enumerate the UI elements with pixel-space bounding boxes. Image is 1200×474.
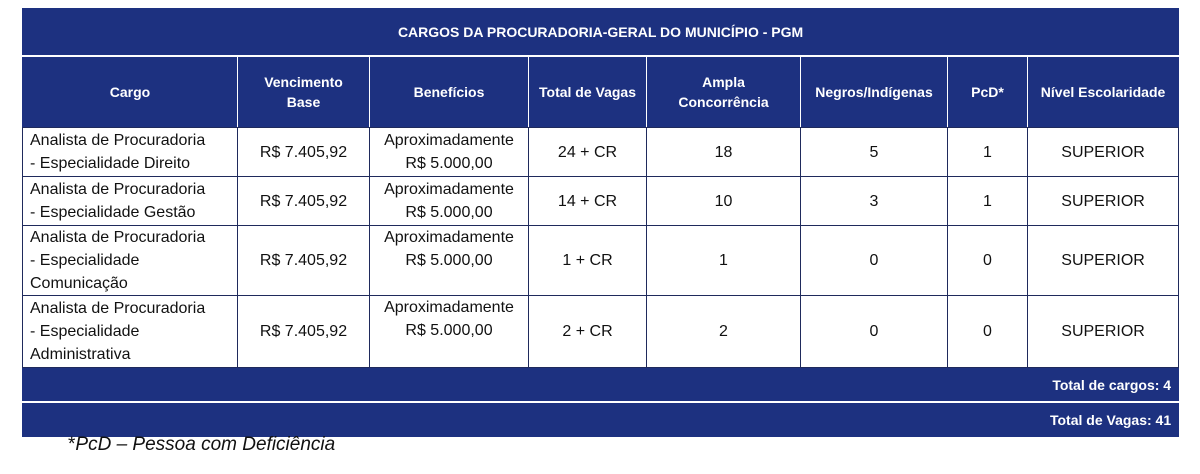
table-row [23,296,1179,368]
cell-pcd: 0 [948,296,1028,368]
beneficios-line: R$ 5.000,00 [405,204,493,221]
cell-beneficios [370,177,529,226]
cargo-line: Comunicação [30,275,128,292]
cargo-line: - Especialidade [30,252,140,269]
cargos-table [22,8,1179,437]
cell-pcd: 0 [948,226,1028,296]
cell-vencimento: R$ 7.405,92 [238,128,370,177]
cell-negros: 3 [801,177,948,226]
header-cargo: Cargo [23,56,238,128]
cell-total-vagas: 14 + CR [529,177,647,226]
cell-beneficios [370,296,529,368]
header-vencimento-base [238,56,370,128]
beneficios-line: Aproximadamente [384,181,514,198]
total-vagas: Total de Vagas: 41 [23,402,1179,437]
cell-cargo [23,177,238,226]
footnote-asterisk: * [68,434,76,455]
header-pcd: PcD* [948,56,1028,128]
beneficios-line: R$ 5.000,00 [405,322,493,339]
cell-pcd: 1 [948,177,1028,226]
beneficios-line: R$ 5.000,00 [405,155,493,172]
header-total-vagas: Total de Vagas [529,56,647,128]
cell-beneficios [370,128,529,177]
cell-negros: 5 [801,128,948,177]
footnote-text: PcD – Pessoa com Deficiência [75,434,336,455]
cell-nivel: SUPERIOR [1028,226,1179,296]
header-vencimento-line1: Vencimento [264,74,343,90]
total-vagas-row [23,402,1179,437]
table-wrapper [22,8,1178,437]
cell-nivel: SUPERIOR [1028,177,1179,226]
table-title-row [23,9,1179,57]
beneficios-line: R$ 5.000,00 [405,252,493,269]
total-cargos: Total de cargos: 4 [23,368,1179,403]
header-ampla-line1: Ampla [702,74,745,90]
beneficios-line: Aproximadamente [384,299,514,316]
cell-vencimento: R$ 7.405,92 [238,177,370,226]
cell-pcd: 1 [948,128,1028,177]
cell-cargo [23,296,238,368]
footnote [68,434,335,456]
table-row [23,177,1179,226]
cell-negros: 0 [801,296,948,368]
cell-beneficios [370,226,529,296]
cell-ampla: 18 [647,128,801,177]
header-ampla-line2: Concorrência [678,94,769,110]
header-ampla-concorrencia [647,56,801,128]
cargo-line: - Especialidade Direito [30,155,191,172]
cell-negros: 0 [801,226,948,296]
cell-cargo [23,226,238,296]
header-nivel-escolaridade: Nível Escolaridade [1028,56,1179,128]
cell-total-vagas: 1 + CR [529,226,647,296]
cell-total-vagas: 2 + CR [529,296,647,368]
cell-cargo [23,128,238,177]
cargo-line: Analista de Procuradoria [30,132,206,149]
cargo-line: Analista de Procuradoria [30,229,206,246]
cell-ampla: 10 [647,177,801,226]
cell-ampla: 1 [647,226,801,296]
table-row [23,226,1179,296]
cell-vencimento: R$ 7.405,92 [238,296,370,368]
cell-nivel: SUPERIOR [1028,296,1179,368]
cargo-line: - Especialidade Gestão [30,204,196,221]
header-beneficios: Benefícios [370,56,529,128]
table-row [23,128,1179,177]
table-header-row [23,56,1179,128]
cargo-line: Administrativa [30,346,131,363]
cell-vencimento: R$ 7.405,92 [238,226,370,296]
cargo-line: Analista de Procuradoria [30,300,206,317]
header-vencimento-line2: Base [286,94,321,110]
cargo-line: Analista de Procuradoria [30,181,206,198]
cell-total-vagas: 24 + CR [529,128,647,177]
table-title: CARGOS DA PROCURADORIA-GERAL DO MUNICÍPIO - PGM [23,9,1179,57]
cargo-line: - Especialidade [30,323,140,340]
cell-nivel: SUPERIOR [1028,128,1179,177]
total-cargos-row [23,368,1179,403]
beneficios-line: Aproximadamente [384,229,514,246]
cell-ampla: 2 [647,296,801,368]
beneficios-line: Aproximadamente [384,132,514,149]
header-negros-indigenas: Negros/Indígenas [801,56,948,128]
